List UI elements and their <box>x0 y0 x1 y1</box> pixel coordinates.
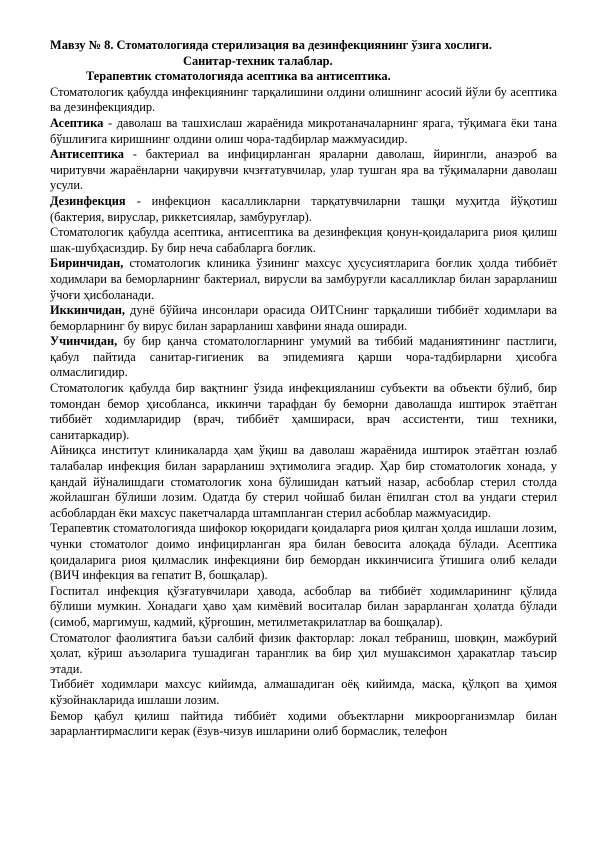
paragraph-physical-factors <box>50 631 557 678</box>
paragraph-text: Стоматолог фаолиятига баъзи салбий физик факторлар: локал тебраниш, шовқин, мажбурий ҳолат, кўриш аъзоларига тушадиган таранглик ва бир ҳил мушаксимон ҳаракатлар таъсир этади. <box>50 630 557 676</box>
document-title: Мавзу № 8. Стоматологияда стерилизация ва дезинфекциянинг ўзига хослиги. <box>50 38 492 52</box>
paragraph-text: Госпитал инфекция қўзғатувчилари ҳавода, асбоблар ва тиббиёт ходимларининг қўлида бўлиши мумкин. Хонадаги ҳаво ҳам кимёвий воситалар билан зарарланган ҳолатда бўлади (симоб, маргимуш, кадмий, қўрғошин, метилметакрилатлар ва бошқалар). <box>50 583 557 629</box>
paragraph-rules <box>50 225 557 256</box>
paragraph-third-reason <box>50 334 557 381</box>
document-title-continuation: Санитар-техник талаблар. <box>183 53 333 68</box>
paragraph-antisepsis <box>50 147 557 194</box>
paragraph-text: Тиббиёт ходимлари махсус кийимда, алмашадиган оёқ кийимда, маска, қўлқоп ва ҳимоя кўзойнакларида ишлаши лозим. <box>50 677 557 707</box>
paragraph-intro <box>50 85 557 116</box>
paragraph-text: Стоматологик қабулда инфекциянинг тарқалишини олдини олишнинг асосий йўли бу асептика ва дезинфекциядир. <box>50 84 557 115</box>
paragraph-text: бу бир қанча стоматологларнинг умумий ва тиббий маданиятининг пастлиги, қабул пайтида санитар-гигиеник ва эпидемияга қарши чора-тадбирларни ҳисобга олмаслигидир. <box>50 334 557 380</box>
paragraph-reception <box>50 709 557 740</box>
term-asepsis: Асептика <box>50 115 104 130</box>
document-page <box>50 38 557 740</box>
paragraph-hospital-infection <box>50 584 557 631</box>
paragraph-text: Бемор қабул қилиш пайтида тиббиёт ходими объектларни микроорганизмлар билан зарарлантирмаслиги керак (ёзув-чизув ишларини олиб бормаслик, телефон <box>50 708 557 739</box>
term-first: Биринчидан, <box>50 256 124 271</box>
paragraph-text: - даволаш ва ташхислаш жараёнида микротаначаларнинг ярага, тўқимага ёки тана бўшлиғига киришнинг олдини олиш чора-тадбирлар мажмуасидир. <box>50 115 557 146</box>
section-subtitle: Терапевтик стоматологияда асептика ва антисептика. <box>86 69 391 84</box>
paragraph-first-reason <box>50 256 557 303</box>
paragraph-clothing <box>50 677 557 708</box>
paragraph-text: дунё бўйича инсонлари орасида ОИТСнинг тарқалиши тиббиёт ходимлари ва беморларнинг бу вирус билан зарарланиш хавфини янада оширади. <box>50 303 557 333</box>
paragraph-text: Стоматологик қабулда бир вақтнинг ўзида инфекцияланиш субъекти ва объекти бўлиб, бир томондан бемор ҳисобланса, иккинчи тарафдан бу беморни даволашда иштирок этаётган тиббиёт ходимларидир (врач, тиббиёт ҳамшираси, врач ассистенти, тиш техники, санитаркадир). <box>50 381 557 442</box>
paragraph-asepsis <box>50 116 557 147</box>
paragraph-clinics <box>50 443 557 521</box>
paragraph-therapeutic <box>50 521 557 583</box>
paragraph-second-reason <box>50 303 557 334</box>
paragraph-text: Стоматологик қабулда асептика, антисептика ва дезинфекция қонун-қоидаларига риоя қилиш шак-шубҳасиздир. Бу бир неча сабабларга боғлик. <box>50 225 557 255</box>
paragraph-text: - инфекцион касалликларни тарқатувчиларни ташқи муҳитда йўқотиш (бактерия, вируслар, риккетсиялар, замбуруғлар). <box>50 193 557 224</box>
paragraph-subject-object <box>50 381 557 443</box>
paragraph-disinfection <box>50 194 557 225</box>
paragraph-text: - бактериал ва инфицирланган яраларни даволаш, йирингли, анаэроб ва чиритувчи жараёнларни чақирувчи кчзғғатувчилар, улар тушган яра ва тўқималарни даволаш усули. <box>50 147 557 193</box>
term-second: Иккинчидан, <box>50 303 126 318</box>
paragraph-text: стоматологик клиника ўзининг махсус ҳусусиятларига боғлик ҳолда тиббиёт ходимлари ва беморларнинг бактериал, вирусли ва замбуруғли касалликлар билан зарарланиш ўчоғи ҳисболанади. <box>50 256 557 302</box>
paragraph-text: Айниқса институт клиникаларда ҳам ўқиш ва даволаш жараёнида иштирок этаётган юзлаб талабалар инфекция билан зарарланиш эҳтимолига эгадир. Ҳар бир стоматологик хонада, у қандай йўналишдаги стоматологик хона бўлишидан катъий назар, асбоблар стерил столда жойлашган бўлиши лозим. Одатда бу стерил чойшаб билан ёпилган стол ва ундаги стерил асбоблардан ёки махсус пакетчаларда штампланган стерил асбоблар мажмуасидир. <box>50 443 557 520</box>
term-third: Учинчидан, <box>50 334 118 349</box>
paragraph-text: Терапевтик стоматологияда шифокор юқоридаги қоидаларга риоя қилган ҳолда ишлаши лозим, чунки стоматолог доимо инфицирланган яра билан бевосита алоқада бўлади. Асептика қоидаларига риоя қилмаслик инфекцияни бир бемордан иккинчисига ўтишига олиб келади (ВИЧ инфекция ва гепатит В, бошқалар). <box>50 521 557 583</box>
term-antisepsis: Антисептика <box>50 147 124 162</box>
term-disinfection: Дезинфекция <box>50 193 126 208</box>
